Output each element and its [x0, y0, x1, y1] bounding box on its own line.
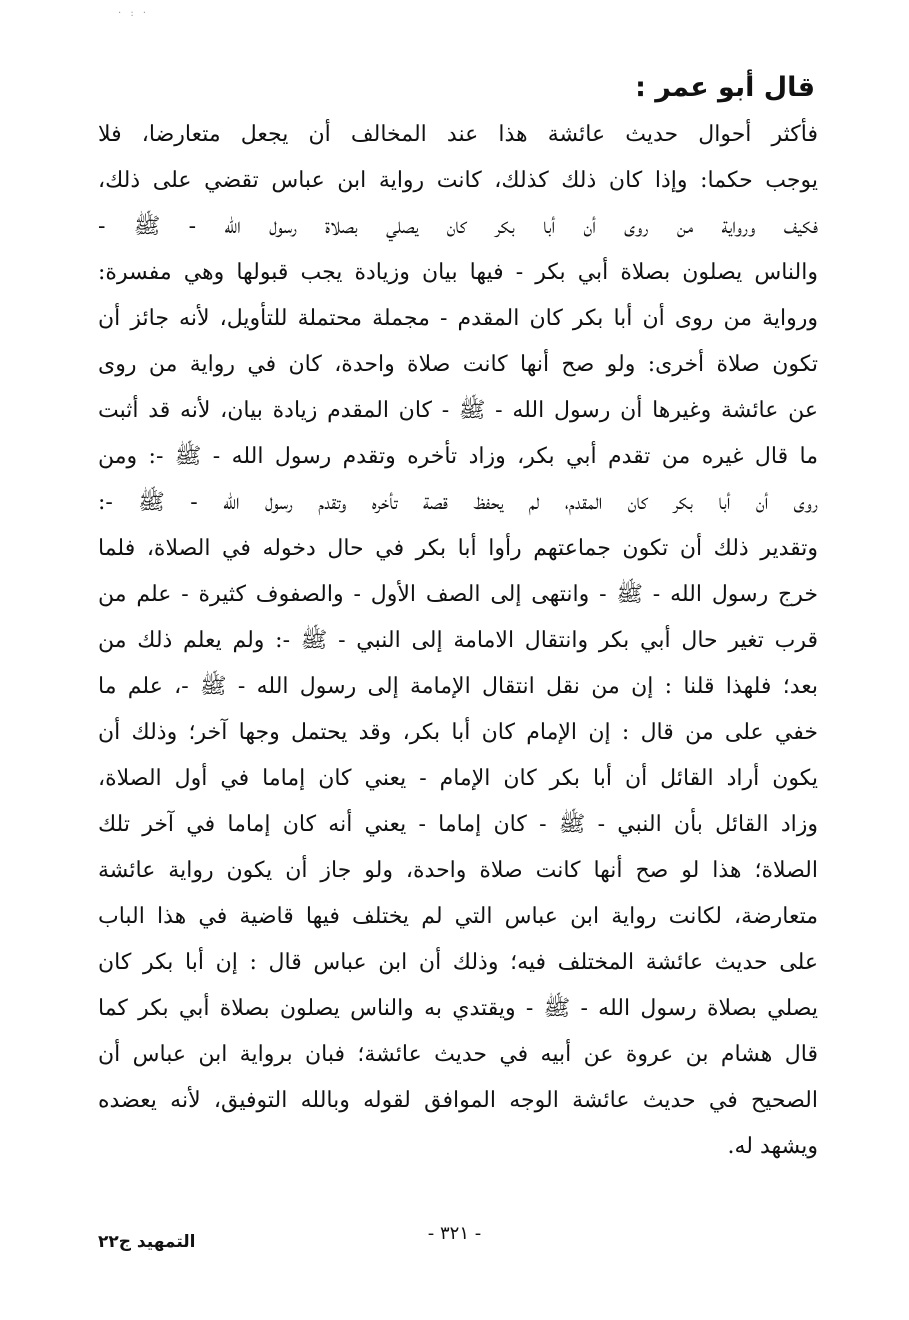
text-line: يصلي بصلاة رسول الله - ﷺ - ويقتدي به والناس يصلون بصلاة أبي بكر كما: [98, 996, 818, 1021]
text-line: قرب تغير حال أبي بكر وانتقال الامامة إلى النبي - ﷺ -: ولم يعلم ذلك من: [98, 628, 818, 653]
text-line: يكون أراد القائل أن أبا بكر كان الإمام - يعني كان إماما في أول الصلاة،: [98, 766, 818, 791]
text-line: الصلاة؛ هذا لو صح أنها كانت صلاة واحدة، ولو جاز أن يكون رواية عائشة: [98, 858, 818, 883]
text-line: قال هشام بن عروة عن أبيه في حديث عائشة؛ فبان برواية ابن عباس أن: [98, 1042, 818, 1067]
text-line: فكيف ورواية من روى أن أبا بكر كان يصلي بصلاة رسول الله - ﷺ -: [98, 214, 818, 239]
text-line-last: ويشهد له.: [727, 1134, 818, 1159]
text-line: تكون صلاة أخرى: ولو صح أنها كانت صلاة واحدة، كان في رواية من روى: [98, 352, 818, 377]
text-line: فأكثر أحوال حديث عائشة هذا عند المخالف أن يجعل متعارضا، فلا: [98, 122, 818, 147]
text-line: خرج رسول الله - ﷺ - وانتهى إلى الصف الأول - والصفوف كثيرة - علم من: [98, 582, 818, 607]
section-heading: قال أبو عمر :: [635, 72, 815, 103]
text-line: على حديث عائشة المختلف فيه؛ وذلك أن ابن عباس قال : إن أبا بكر كان: [98, 950, 818, 975]
text-line: الصحيح في حديث عائشة الوجه الموافق لقوله وبالله التوفيق، لأنه يعضده: [98, 1088, 818, 1113]
text-line: روى أن أبا بكر كان المقدم، لم يحفظ قصة تأخره وتقدم رسول الله - ﷺ -:: [98, 490, 818, 515]
text-line: ورواية من روى أن أبا بكر كان المقدم - مجملة محتملة للتأويل، لأنه جائز أن: [98, 306, 818, 331]
text-line: والناس يصلون بصلاة أبي بكر - فيها بيان وزيادة يجب قبولها وهي مفسرة:: [98, 260, 818, 285]
text-line: عن عائشة وغيرها أن رسول الله - ﷺ - كان المقدم زيادة بيان، لأنه قد أثبت: [98, 398, 818, 423]
text-line: بعد؛ فلهذا قلنا : إن من نقل انتقال الإمامة إلى رسول الله - ﷺ -، علم ما: [98, 674, 818, 699]
text-line: وزاد القائل بأن النبي - ﷺ - كان إماما - يعني أنه كان إماما في آخر تلك: [98, 812, 818, 837]
text-line: ما قال غيره من تقدم أبي بكر، وزاد تأخره وتقدم رسول الله - ﷺ -: ومن: [98, 444, 818, 469]
page-number: - ٣٢١ -: [427, 1223, 482, 1244]
scan-specks: · : ·: [118, 8, 150, 19]
book-title-footer: التمهيد ج٢٢: [98, 1232, 196, 1252]
text-line: وتقدير ذلك أن تكون جماعتهم رأوا أبا بكر في حال دخوله في الصلاة، فلما: [98, 536, 818, 561]
text-line: متعارضة، لكانت رواية ابن عباس التي لم يختلف فيها قاضية في هذا الباب: [98, 904, 818, 929]
text-line: يوجب حكما: وإذا كان ذلك كذلك، كانت رواية ابن عباس تقضي على ذلك،: [98, 168, 818, 193]
body-text: [98, 112, 818, 1170]
text-line: خفي على من قال : إن الإمام كان أبا بكر، وقد يحتمل وجها آخر؛ وذلك أن: [98, 720, 818, 745]
